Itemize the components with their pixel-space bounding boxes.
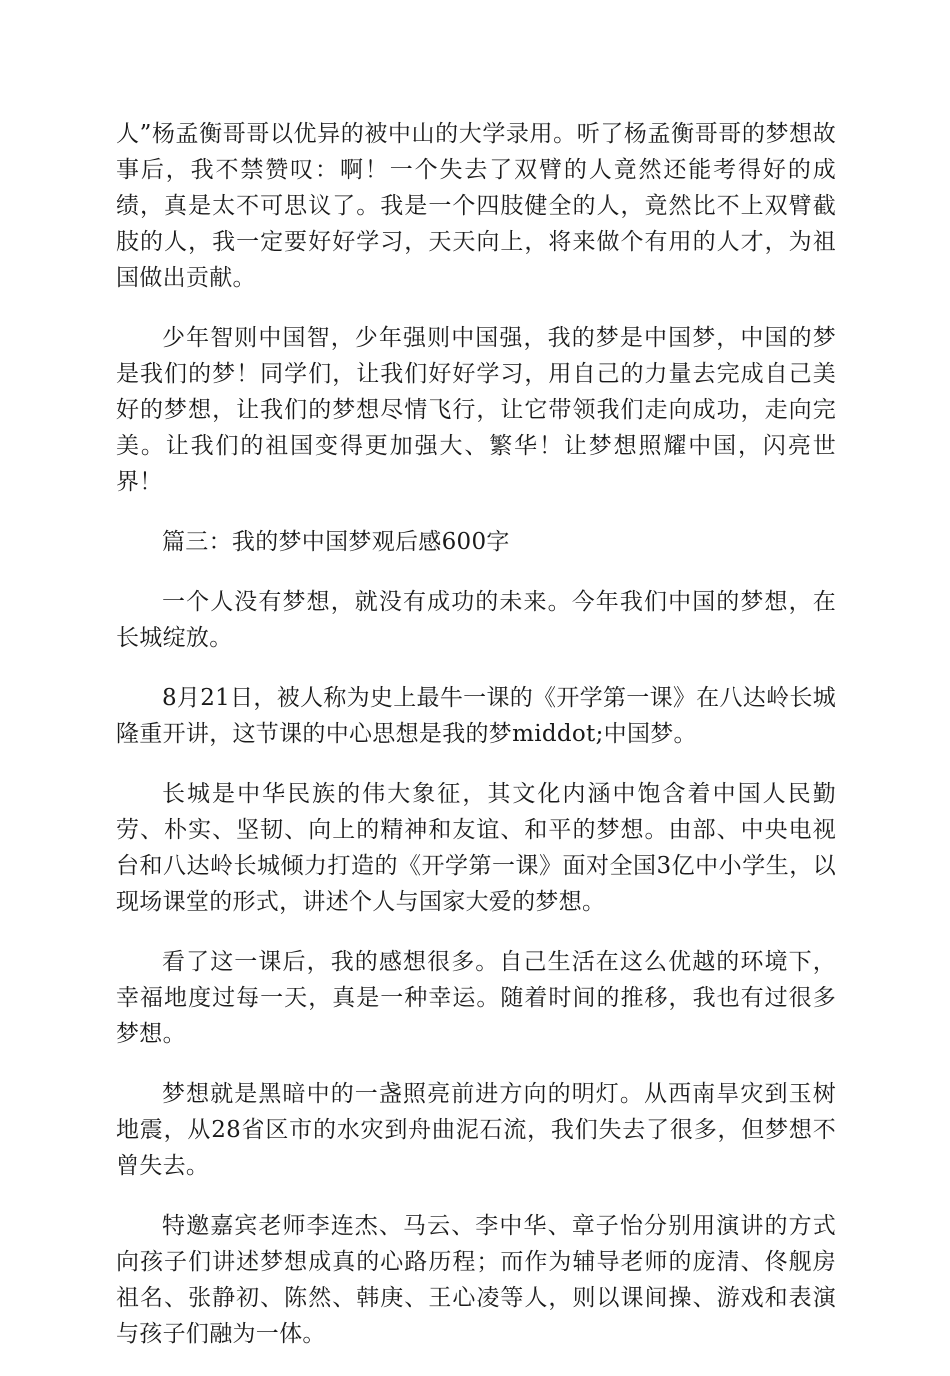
paragraph: 8月21日，被人称为史上最牛一课的《开学第一课》在八达岭长城隆重开讲，这节课的中心思想是我的梦middot;中国梦。	[116, 685, 836, 747]
paragraph: 长城是中华民族的伟大象征，其文化内涵中饱含着中国人民勤劳、朴实、坚韧、向上的精神和友谊、和平的梦想。由部、中央电视台和八达岭长城倾力打造的《开学第一课》面对全国3亿中小学生，以现场课堂的形式，讲述个人与国家大爱的梦想。	[116, 781, 836, 915]
document-body	[116, 116, 836, 1376]
paragraph: 少年智则中国智，少年强则中国强，我的梦是中国梦，中国的梦是我们的梦！同学们，让我们好好学习，用自己的力量去完成自己美好的梦想，让我们的梦想尽情飞行，让它带领我们走向成功，走向完美。让我们的祖国变得更加强大、繁华！让梦想照耀中国，闪亮世界！	[116, 325, 836, 495]
paragraph-continuation: 人”杨孟衡哥哥以优异的被中山的大学录用。听了杨孟衡哥哥的梦想故事后，我不禁赞叹：啊！一个失去了双臂的人竟然还能考得好的成绩，真是太不可思议了。我是一个四肢健全的人，竟然比不上双臂截肢的人，我一定要好好学习，天天向上，将来做个有用的人才，为祖国做出贡献。	[116, 121, 836, 291]
paragraph: 梦想就是黑暗中的一盏照亮前进方向的明灯。从西南旱灾到玉树地震，从28省区市的水灾到舟曲泥石流，我们失去了很多，但梦想不曾失去。	[116, 1081, 836, 1179]
section-heading: 篇三：我的梦中国梦观后感600字	[162, 529, 510, 555]
paragraph: 特邀嘉宾老师李连杰、马云、李中华、章子怡分别用演讲的方式向孩子们讲述梦想成真的心路历程；而作为辅导老师的庞清、佟舰房祖名、张静初、陈然、韩庚、王心凌等人，则以课间操、游戏和表演与孩子们融为一体。	[116, 1213, 836, 1347]
paragraph: 看了这一课后，我的感想很多。自己生活在这么优越的环境下，幸福地度过每一天，真是一种幸运。随着时间的推移，我也有过很多梦想。	[116, 949, 836, 1047]
paragraph: 一个人没有梦想，就没有成功的未来。今年我们中国的梦想，在长城绽放。	[116, 589, 836, 651]
